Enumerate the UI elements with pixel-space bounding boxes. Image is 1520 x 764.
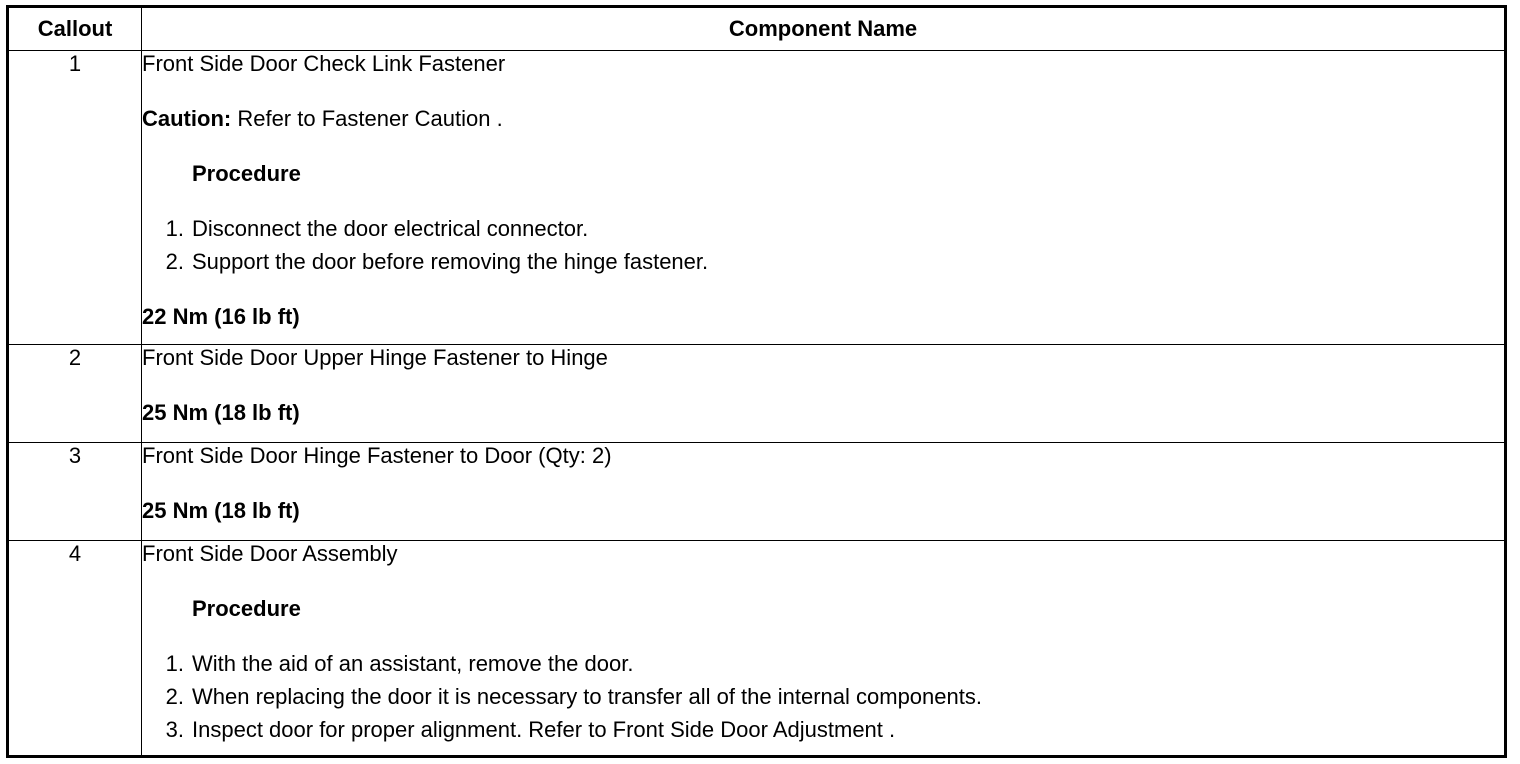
table-row: [8, 345, 1506, 443]
torque-spec: 22 Nm (16 lb ft): [142, 304, 300, 329]
step-text: Inspect door for proper alignment. Refer to Front Side Door Adjustment .: [192, 717, 896, 742]
callout-number: 2: [8, 345, 142, 443]
component-name: Front Side Door Hinge Fastener to Door (Qty: 2): [142, 443, 612, 468]
step-number: 1.: [165, 216, 184, 241]
step-text: With the aid of an assistant, remove the door.: [192, 651, 634, 676]
component-cell: [142, 51, 1506, 345]
callout-header: Callout: [8, 7, 142, 51]
component-name: Front Side Door Check Link Fastener: [142, 51, 506, 76]
procedure-step: [142, 717, 1504, 742]
procedure-step: [142, 651, 1504, 676]
component-name-header: Component Name: [142, 7, 1506, 51]
callout-number: 1: [8, 51, 142, 345]
caution-text: Refer to Fastener Caution .: [237, 106, 503, 131]
callout-number: 4: [8, 541, 142, 757]
table-row: [8, 443, 1506, 541]
procedure-step: [142, 216, 1504, 241]
procedure-step: [142, 249, 1504, 274]
table-row: [8, 541, 1506, 757]
step-number: 3.: [165, 717, 184, 742]
step-text: Support the door before removing the hinge fastener.: [192, 249, 709, 274]
procedure-heading: Procedure: [192, 161, 301, 186]
step-number: 2.: [165, 684, 184, 709]
torque-spec: 25 Nm (18 lb ft): [142, 400, 300, 425]
step-text: Disconnect the door electrical connector.: [192, 216, 589, 241]
component-cell: [142, 443, 1506, 541]
torque-spec: 25 Nm (18 lb ft): [142, 498, 300, 523]
table-row: [8, 51, 1506, 345]
procedure-steps: [142, 216, 1504, 274]
procedure-steps: [142, 651, 1504, 742]
step-number: 2.: [165, 249, 184, 274]
step-text: When replacing the door it is necessary to transfer all of the internal components.: [192, 684, 982, 709]
step-number: 1.: [165, 651, 184, 676]
component-name: Front Side Door Upper Hinge Fastener to Hinge: [142, 345, 608, 370]
component-cell: [142, 541, 1506, 757]
component-cell: [142, 345, 1506, 443]
caution-note: [142, 106, 1504, 131]
header-row: [8, 7, 1506, 51]
component-name: Front Side Door Assembly: [142, 541, 398, 566]
procedure-step: [142, 684, 1504, 709]
callout-number: 3: [8, 443, 142, 541]
component-table: [6, 5, 1507, 758]
caution-label: Caution:: [142, 106, 232, 131]
procedure-heading: Procedure: [192, 596, 301, 621]
